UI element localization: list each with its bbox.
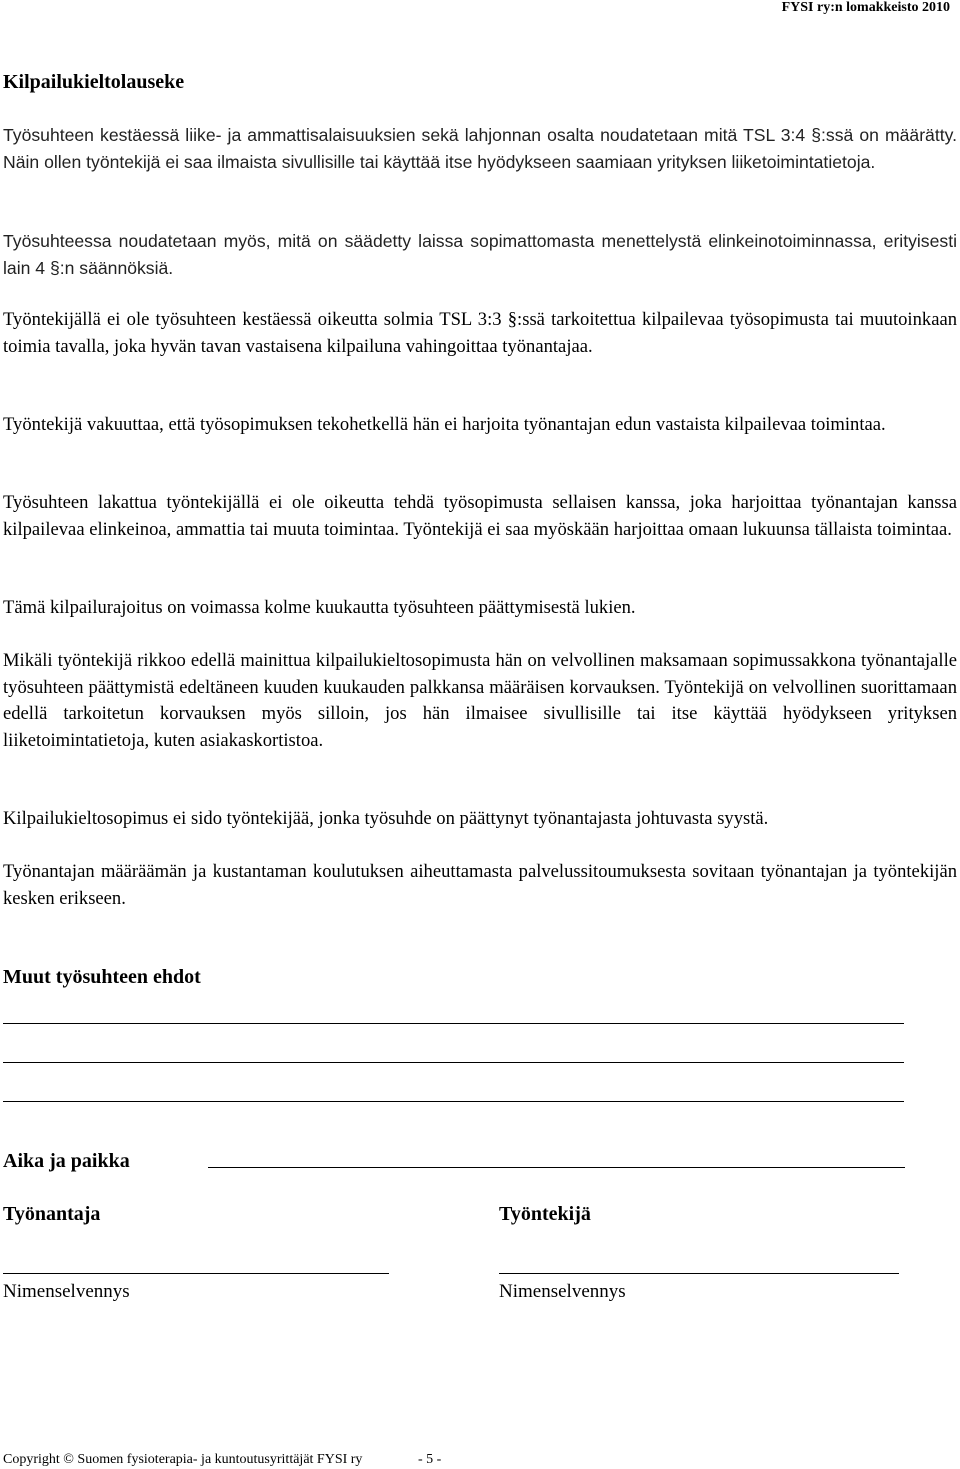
paragraph-training-commitment: Työnantajan määräämän ja kustantaman koulutuksen aiheuttamasta palvelussitoumuksesta sovitaan työnantajan ja työntekijän kesken erikseen. bbox=[3, 861, 957, 909]
page-header: FYSI ry:n lomakkeisto 2010 bbox=[781, 0, 950, 15]
paragraph-trade-secrets: Työsuhteen kestäessä liike- ja ammattisalaisuuksien sekä lahjonnan osalta noudatetaan mitä TSL 3:4 §:ssä on määrätty. Näin ollen työntekijä ei saa ilmaista sivullisille tai käyttää itse hyödykseen saamiaan yrityksen liiketoimintatietoja. bbox=[3, 125, 957, 172]
employee-name-clarification-label: Nimenselvennys bbox=[499, 1281, 626, 1302]
paragraph-unfair-practices: Työsuhteessa noudatetaan myös, mitä on säädetty laissa sopimattomasta menettelystä elinkeinotoiminnassa, erityisesti lain 4 §:n säännöksiä. bbox=[3, 231, 957, 278]
employer-name-clarification-label: Nimenselvennys bbox=[3, 1281, 130, 1302]
paragraph-restriction-duration: Tämä kilpailurajoitus on voimassa kolme kuukautta työsuhteen päättymisestä lukien. bbox=[3, 597, 636, 618]
copyright-text: Copyright © Suomen fysioterapia- ja kuntoutusyrittäjät FYSI ry bbox=[3, 1452, 363, 1467]
page-number: - 5 - bbox=[417, 1452, 442, 1467]
date-place-label: Aika ja paikka bbox=[3, 1150, 130, 1172]
employer-label: Työnantaja bbox=[3, 1203, 101, 1225]
paragraph-after-termination: Työsuhteen lakattua työntekijällä ei ole oikeutta tehdä työsopimusta sellaisen kanssa, joka harjoittaa työnantajan kanssa kilpailevaa elinkeinoa, ammattia tai muuta toimintaa. Työntekijä ei saa myöskään harjoittaa omaan lukuunsa tällaista toimintaa. bbox=[3, 492, 957, 540]
paragraph-employer-termination: Kilpailukieltosopimus ei sido työntekijää, jonka työsuhde on päättynyt työnantajasta johtuvasta syystä. bbox=[3, 808, 769, 829]
paragraph-penalty: Mikäli työntekijä rikkoo edellä mainittua kilpailukieltosopimusta hän on velvollinen maksamaan sopimussakkona työnantajalle työsuhteen päättymistä edeltäneen kuuden kuukauden palkkansa määräisen korvauksen. Työntekijä on velvollinen suorittamaan edellä tarkoitetun korvauksen myös silloin, jos hän ilmaisee sivullisille tai itse käyttää hyödykseen yrityksen liiketoimintatietoja, kuten asiakaskortistoa. bbox=[3, 650, 957, 751]
other-terms-line-3[interactable] bbox=[3, 1101, 904, 1102]
employee-label: Työntekijä bbox=[499, 1203, 591, 1225]
employee-signature-line[interactable] bbox=[499, 1273, 899, 1274]
date-place-line[interactable] bbox=[208, 1167, 905, 1168]
paragraph-no-competing-contract: Työntekijällä ei ole työsuhteen kestäessä oikeutta solmia TSL 3:3 §:ssä tarkoitettua kilpailevaa työsopimusta tai muutoinkaan toimia tavalla, joka hyvän tavan vastaisena kilpailuna vahingoittaa työnantajaa. bbox=[3, 309, 957, 357]
other-terms-line-2[interactable] bbox=[3, 1062, 904, 1063]
section-heading-non-compete: Kilpailukieltolauseke bbox=[3, 71, 185, 93]
other-terms-line-1[interactable] bbox=[3, 1023, 904, 1024]
page-footer bbox=[3, 1452, 441, 1468]
section-heading-other-terms: Muut työsuhteen ehdot bbox=[3, 966, 201, 988]
employer-signature-line[interactable] bbox=[3, 1273, 389, 1274]
paragraph-employee-assurance: Työntekijä vakuuttaa, että työsopimuksen tekohetkellä hän ei harjoita työnantajan edun vastaista kilpailevaa toimintaa. bbox=[3, 414, 886, 435]
